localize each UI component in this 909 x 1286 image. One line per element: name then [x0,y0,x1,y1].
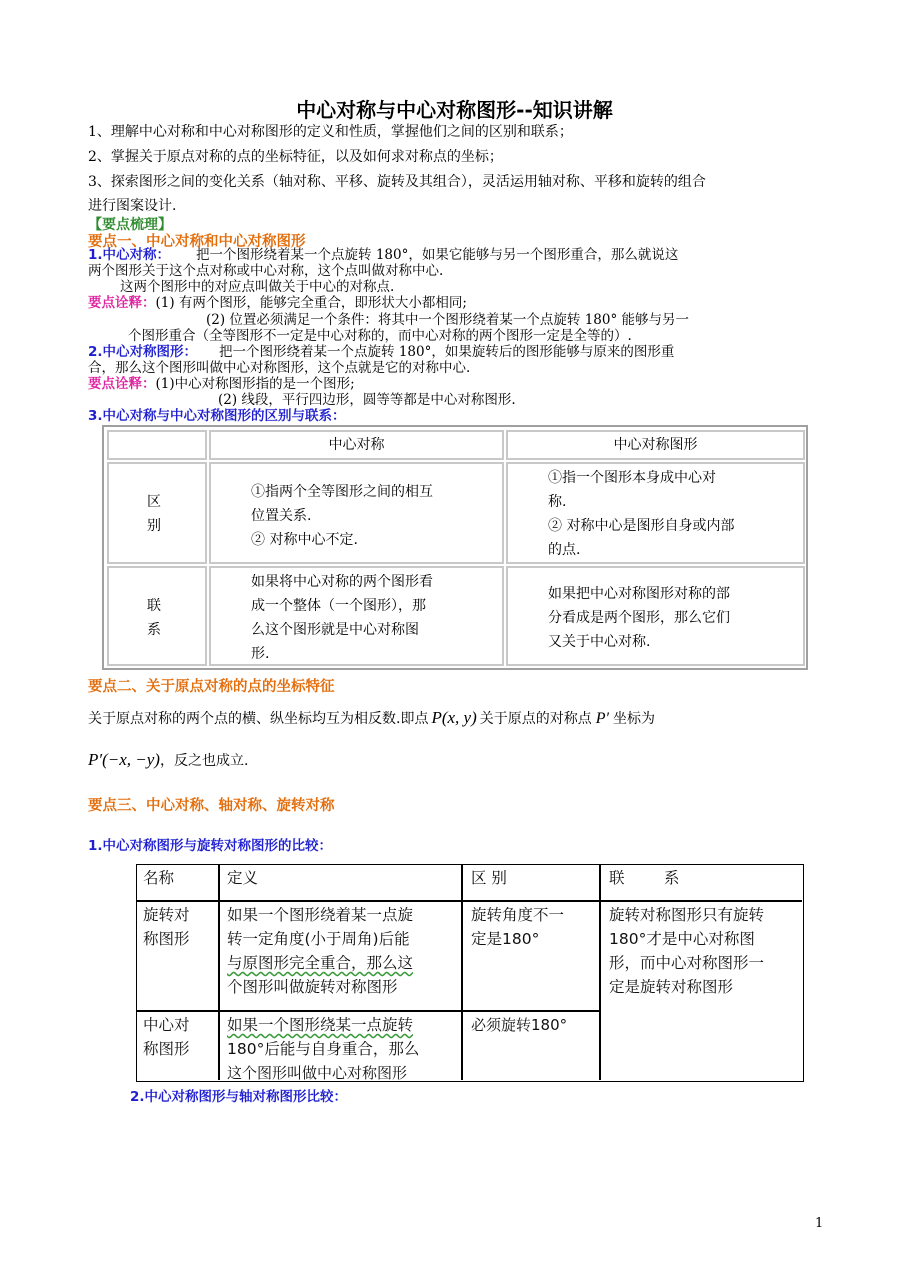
point3-heading: 要点三、中心对称、轴对称、旋转对称 [88,798,335,814]
table2-r1-def-2: 转一定角度(小于周角)后能 [227,930,410,948]
table2-rel-4: 定是旋转对称图形 [609,978,734,996]
table2-r1-diff-2: 定是180° [471,930,540,948]
table1-header-a: 中心对称 [209,430,504,460]
table2-r2-def-1: 如果一个图形绕某一点旋转 [227,1016,414,1034]
table2-r1-def-4: 个图形叫做旋转对称图形 [227,978,398,996]
table1-row1-label: 区 别 [107,462,207,564]
def1-label: 1.中心对称： [88,247,171,263]
table2-r1-name-2: 称图形 [143,930,190,948]
def1-line3: 这两个图形中的对应点叫做关于中心的对称点. [120,279,395,295]
math-point-p-prime-coords: P′(−x, −y) [88,750,160,769]
table2-r1-def-1: 如果一个图形绕着某一点旋 [227,906,414,924]
def2-line1: 把一个图形绕着某一个点旋转 180°，如果旋转后的图形能够与原来的图形重 [219,344,675,360]
table2-rel-2: 180°才是中心对称图 [609,930,755,948]
comparison-table-2 [136,864,804,1082]
section-header: 【要点梳理】 [88,217,172,233]
table2-rel-1: 旋转对称图形只有旋转 [609,906,765,924]
note1-label: 要点诠释： [88,295,156,311]
comparison-table-1 [102,425,808,670]
math-point-p: P(x, y) [431,708,477,727]
table1-row2-a: 如果将中心对称的两个图形看 成一个整体（一个图形），那 么这个图形就是中心对称图 形. [209,566,504,666]
table2-r2-name-1: 中心对 [143,1016,190,1034]
point1-heading: 要点一、中心对称和中心对称图形 [88,234,306,250]
def3-label: 3.中心对称与中心对称图形的区别与联系： [88,408,346,424]
table1-row2-label: 联 系 [107,566,207,666]
objective-1: 1、理解中心对称和中心对称图形的定义和性质，掌握他们之间的区别和联系； [88,124,573,140]
table2-header-rel: 联 系 [609,869,680,887]
objective-3-cont: 进行图案设计. [88,198,177,214]
objective-2: 2、掌握关于原点对称的点的坐标特征，以及如何求对称点的坐标； [88,149,503,165]
note1-line3: 个图形重合（全等图形不一定是中心对称的，而中心对称的两个图形一定是全等的）. [128,328,632,344]
table2-r2-def-2: 180°后能与自身重合，那么 [227,1040,420,1058]
point2-text-a: 关于原点对称的两个点的横、纵坐标均互为相反数.即点 [88,711,429,727]
table1-corner [107,430,207,460]
def2-label: 2.中心对称图形： [88,344,198,360]
table1-header-b: 中心对称图形 [506,430,805,460]
point2-heading: 要点二、关于原点对称的点的坐标特征 [88,679,335,695]
def2-line2: 合，那么这个图形叫做中心对称图形，这个点就是它的对称中心. [88,360,471,376]
note1-line2: (2) 位置必须满足一个条件：将其中一个图形绕着某一个点旋转 180° 能够与另一 [206,312,690,328]
note2-line2: (2) 线段，平行四边形，圆等等都是中心对称图形. [218,392,516,408]
table1-row2-b: 如果把中心对称图形对称的部 分看成是两个图形，那么它们 又关于中心对称. [506,566,805,666]
table1-row1-a: ①指两个全等图形之间的相互 位置关系. ② 对称中心不定. [209,462,504,564]
page-number: 1 [815,1216,824,1231]
table2-r2-name-2: 称图形 [143,1040,190,1058]
page-title: 中心对称与中心对称图形--知识讲解 [296,98,613,122]
table2-header-diff: 区 别 [471,869,507,887]
table2-r2-def-3: 这个图形叫做中心对称图形 [227,1064,408,1082]
table2-header-def: 定义 [227,869,259,887]
def1-line1: 把一个图形绕着某一个点旋转 180°，如果它能够与另一个图形重合，那么就说这 [196,247,679,263]
point3-sub2: 2.中心对称图形与轴对称图形比较： [130,1089,348,1105]
note2-line1: (1)中心对称图形指的是一个图形; [155,376,355,392]
table2-r2-diff-1: 必须旋转180° [471,1016,568,1034]
table2-r1-def-3: 与原图形完全重合，那么这 [227,954,414,972]
table2-rel-3: 形，而中心对称图形一 [609,954,765,972]
def1-line2: 两个图形关于这个点对称或中心对称，这个点叫做对称中心. [88,263,444,279]
table2-r1-name-1: 旋转对 [143,906,190,924]
table1-row1-b: ①指一个图形本身成中心对 称. ② 对称中心是图形自身或内部 的点. [506,462,805,564]
point3-sub1: 1.中心对称图形与旋转对称图形的比较： [88,838,333,854]
note2-label: 要点诠释： [88,376,156,392]
point2-text-d: ，反之也成立. [159,753,249,769]
table2-header-name: 名称 [143,869,175,887]
math-point-p-prime: P′ [595,710,610,727]
note1-line1: (1) 有两个图形，能够完全重合，即形状大小都相同; [155,295,467,311]
point2-text-c: 坐标为 [613,711,656,727]
table2-r1-diff-1: 旋转角度不一 [471,906,565,924]
objective-3: 3、探索图形之间的变化关系（轴对称、平移、旋转及其组合），灵活运用轴对称、平移和旋转的组合 [88,174,706,190]
point2-text-b: 关于原点的对称点 [479,711,592,727]
